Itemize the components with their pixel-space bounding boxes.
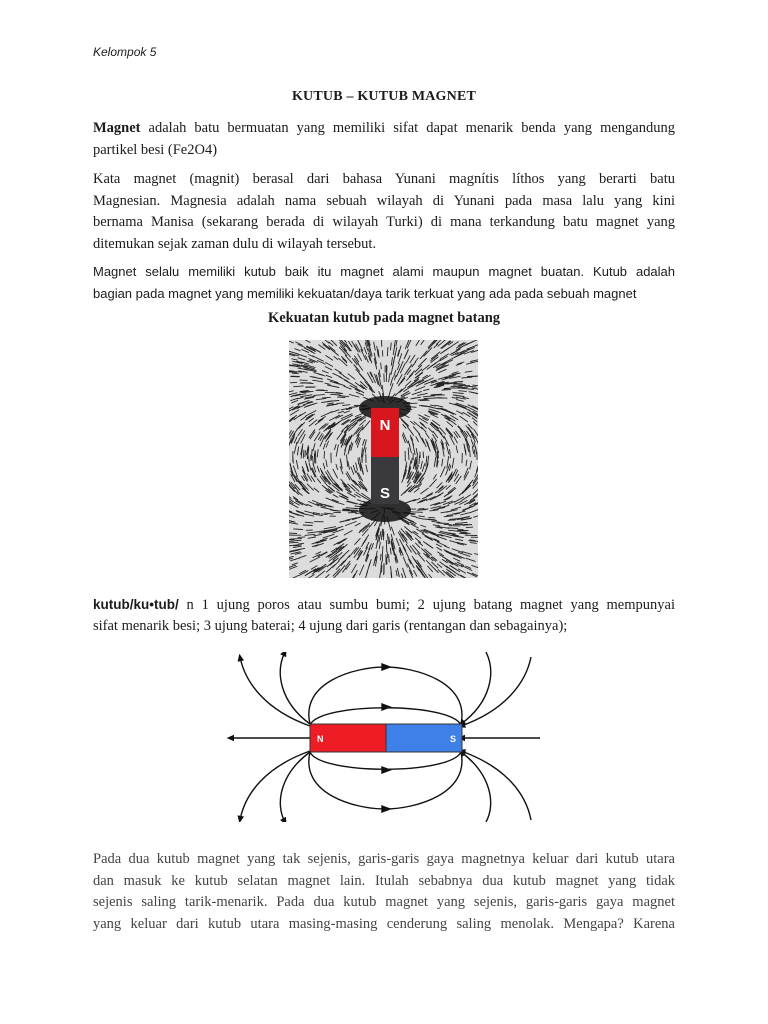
- arrow-head: [382, 767, 390, 773]
- iron-filing: [387, 366, 388, 375]
- field-line-outer-right-top: [461, 652, 491, 724]
- iron-filing: [460, 533, 468, 534]
- iron-filing: [412, 458, 413, 463]
- paragraph-line: bernama Manisa (sekarang berada di wilayah Turki) di mana terkandung batu magnet yang: [93, 214, 675, 230]
- photo-south-label: S: [379, 485, 391, 502]
- field-line-mid-bottom: [309, 752, 462, 809]
- iron-filing: [438, 450, 439, 458]
- field-line-mid-top: [309, 667, 462, 724]
- iron-filing: [386, 540, 387, 551]
- figure-caption: Kekuatan kutub pada magnet batang: [267, 310, 501, 326]
- arrow-head: [382, 664, 390, 670]
- paragraph-poles: [93, 261, 675, 304]
- iron-filing: [303, 525, 312, 526]
- iron-filing: [475, 450, 476, 457]
- iron-filing: [411, 512, 423, 513]
- iron-filing: [315, 451, 316, 459]
- paragraph-line: dan masuk ke kutub selatan magnet lain. Itulah sebabnya dua kutub magnet yang tidak: [93, 872, 675, 889]
- line-text: adalah batu bermuatan yang memiliki sifat dapat menarik benda yang mengandung: [140, 120, 675, 136]
- field-lines-diagram: [225, 652, 545, 822]
- paragraph-line: bagian pada magnet yang memiliki kekuatan/daya tarik terkuat yang ada pada sebuah magnet: [93, 285, 637, 301]
- iron-filing: [470, 540, 475, 541]
- iron-filing: [423, 509, 428, 510]
- paragraph-line: ditemukan sejak zaman dulu di wilayah tersebut.: [93, 235, 377, 252]
- iron-filing: [466, 527, 472, 528]
- diagram-south-label: S: [450, 734, 457, 744]
- paragraph-line: yang keluar dari kutub utara masing-masing cenderung saling menolak. Mengapa? Karena: [93, 915, 675, 932]
- paragraph-line: [93, 594, 675, 616]
- iron-filing: [419, 456, 420, 464]
- paragraph-etymology: [93, 169, 675, 255]
- line-text: n 1 ujung poros atau sumbu bumi; 2 ujung batang magnet yang mempunyai: [178, 597, 675, 613]
- paragraph-line: Pada dua kutub magnet yang tak sejenis, garis-garis gaya magnetnya keluar dari kutub utara: [93, 851, 675, 867]
- field-line-inner-bottom: [310, 752, 461, 769]
- iron-filing: [381, 554, 382, 560]
- group-label: Kelompok 5: [93, 45, 157, 59]
- paragraph-line: Magnet selalu memiliki kutub baik itu magnet alami maupun magnet buatan. Kutub adalah: [93, 264, 675, 279]
- iron-filing: [294, 529, 303, 530]
- iron-filing: [380, 574, 381, 578]
- iron-filing: [382, 547, 383, 557]
- arrow-head: [382, 704, 390, 710]
- photo-north-label: N: [379, 417, 391, 434]
- paragraph-line: Magnesian. Magnesia adalah nama sebuah wilayah di Yunani pada masa lalu yang kini: [93, 192, 675, 209]
- diagram-north-label: N: [317, 734, 324, 744]
- iron-filing: [292, 373, 298, 374]
- iron-filing: [387, 348, 388, 356]
- field-line-outer-left-top: [280, 652, 310, 724]
- paragraph-line: sifat menarik besi; 3 ujung baterai; 4 ujung dari garis (rentangan dan sebagainya);: [93, 617, 568, 634]
- iron-filing: [303, 450, 304, 458]
- iron-filing: [338, 397, 345, 398]
- iron-filing: [291, 539, 302, 540]
- paragraph-attraction: [93, 849, 675, 935]
- iron-filing: [289, 372, 297, 373]
- iron-filing: [337, 403, 344, 404]
- iron-filing: [305, 451, 306, 457]
- iron-filing: [381, 363, 382, 369]
- paragraph-line: [93, 118, 675, 140]
- term-bold: Magnet: [93, 120, 141, 136]
- iron-filing: [298, 537, 305, 538]
- paragraph-line: partikel besi (Fe2O4): [93, 141, 218, 158]
- iron-filing: [363, 450, 364, 456]
- term-bold: kutub/ku•tub/: [93, 597, 179, 612]
- paragraph-line: sejenis saling tarik-menarik. Pada dua kutub magnet yang sejenis, garis-garis gaya magnet: [93, 894, 675, 910]
- paragraph-dictionary: [93, 594, 675, 637]
- iron-filings-photo: [289, 340, 478, 578]
- paragraph-line: Kata magnet (magnit) berasal dari bahasa Yunani magnítis líthos yang berarti batu: [93, 171, 675, 187]
- paragraph-magnet-definition: [93, 118, 675, 161]
- iron-filing: [290, 382, 296, 383]
- iron-filing: [444, 524, 452, 525]
- iron-filing: [442, 390, 451, 391]
- iron-filing: [322, 397, 330, 398]
- page-title: KUTUB – KUTUB MAGNET: [291, 89, 477, 104]
- iron-filing: [289, 533, 297, 534]
- field-line-inner-top: [310, 708, 461, 725]
- iron-filing: [389, 555, 390, 563]
- iron-filing: [358, 458, 359, 464]
- arrow-head: [382, 806, 390, 812]
